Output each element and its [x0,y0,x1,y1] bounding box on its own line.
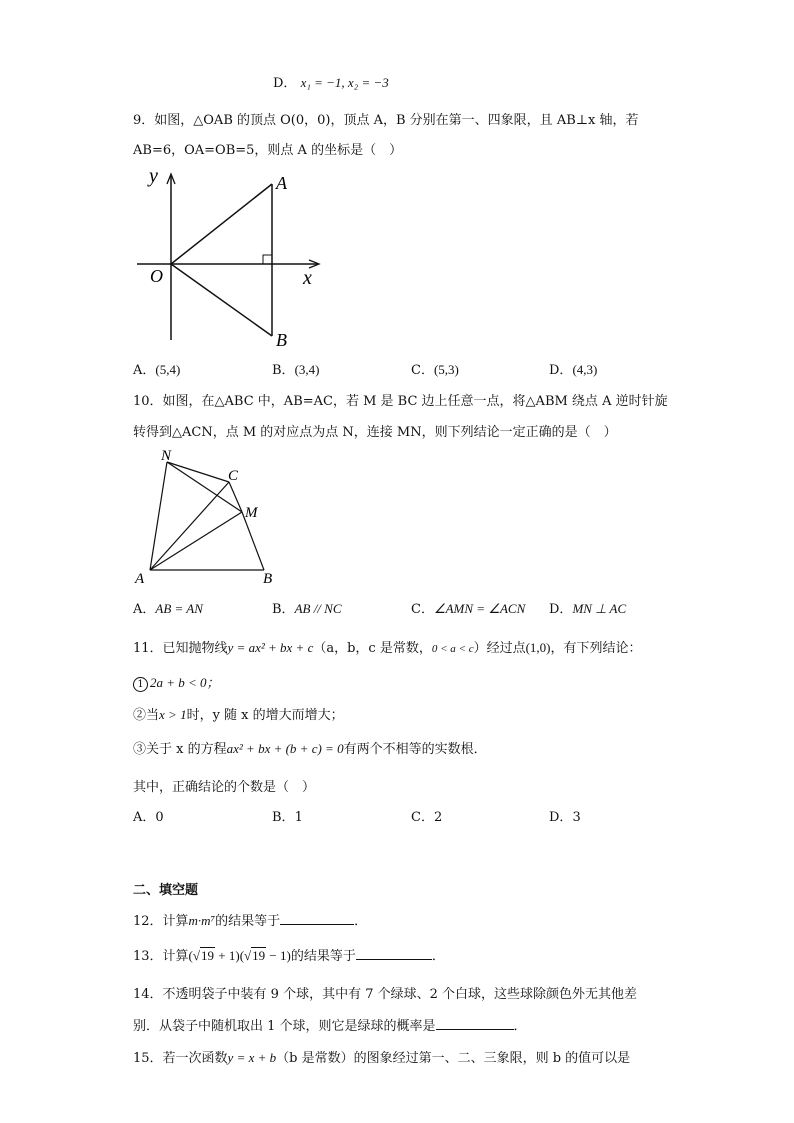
q10-segment-am [150,512,242,570]
q11-stem: 11．已知抛物线y = ax² + bx + c（a，b，c 是常数，0 < a < c）经过点(1,0)，有下列结论： [133,640,642,656]
q10-label-n: N [161,448,172,464]
q9-label-y: y [149,165,158,187]
q9-option-c: C．(5,3) [411,362,459,378]
q9-stem-line1: 9．如图，△OAB 的顶点 O(0，0)，顶点 A，B 分别在第一、四象限，且 AB⊥x 轴，若 [133,113,639,128]
q9-label-o: O [150,266,163,286]
q8-option-d-label: D． [273,76,297,91]
q9-label-a: A [276,173,287,193]
q14-line2: 别．从袋子中随机取出 1 个球，则它是绿球的概率是 ． [133,1019,527,1034]
q10-option-b: B．AB // NC [272,601,342,617]
q15: 15．若一次函数y = x + b（b 是常数）的图象经过第一、二、三象限，则 b 的值可以是 [133,1050,631,1066]
q10-option-c: C．∠AMN = ∠ACN [411,601,526,617]
q10-label-b: B [263,571,273,587]
q9-segment-ob [171,264,272,336]
q10-segment-nc [167,462,229,482]
q14-line1: 14．不透明袋子中装有 9 个球，其中有 7 个绿球、2 个白球，这些球除颜色外无其他差 [133,987,638,1002]
q9-option-b: B．(3,4) [272,362,320,378]
q10-label-c: C [228,468,239,484]
q10-stem-line1: 10．如图，在△ABC 中，AB=AC，若 M 是 BC 边上任意一点，将△ABM 绕点 A 逆时针旋 [133,394,668,409]
q10-option-d: D．MN ⊥ AC [549,601,627,617]
q10-figure [130,446,290,590]
q11-conclusion-3: ③关于 x 的方程ax² + bx + (b + c) = 0有两个不相等的实数根． [133,741,487,757]
q13: 13．计算(√19 + 1)(√19 − 1)的结果等于 ． [133,948,445,964]
q11-option-d: D．3 [549,810,581,825]
q11-conclusion-2: ②当x > 1时，y 随 x 的增大而增大； [133,707,344,723]
q9-figure [133,162,333,352]
q9-right-angle-mark [263,255,272,264]
q11-conclusion-1-number: 1 [133,677,148,692]
q8-option-d [273,72,389,91]
q12-answer-blank[interactable] [280,912,354,925]
q9-stem-line2: AB=6，OA=OB=5，则点 A 的坐标是（ ） [133,143,403,158]
q11-option-a: A．0 [133,810,164,825]
q9-label-b: B [276,330,287,350]
q10-option-a: A．AB = AN [133,601,203,617]
q13-answer-blank[interactable] [356,947,432,960]
q10-label-m: M [245,505,258,521]
q10-label-a: A [135,571,145,587]
q10-stem-line2: 转得到△ACN，点 M 的对应点为点 N，连接 MN，则下列结论一定正确的是（ ） [133,425,617,440]
q12: 12．计算m·m⁷的结果等于 ． [133,913,368,929]
q9-option-d: D．(4,3) [549,362,598,378]
q11-option-c: C．2 [411,810,443,825]
q11-option-b: B．1 [272,810,303,825]
q9-segment-oa [171,184,272,264]
q9-label-x: x [303,267,312,289]
section-heading: 二、填空题 [133,883,199,898]
q14-answer-blank[interactable] [436,1017,514,1030]
q11-ask: 其中，正确结论的个数是（ ） [133,780,316,795]
q9-option-a: A．(5,4) [133,362,181,378]
q8-option-d-text: x₁ = −1, x₂ = −3 [300,75,389,90]
q11-conclusion-1: 1 2a + b < 0； [133,672,220,692]
